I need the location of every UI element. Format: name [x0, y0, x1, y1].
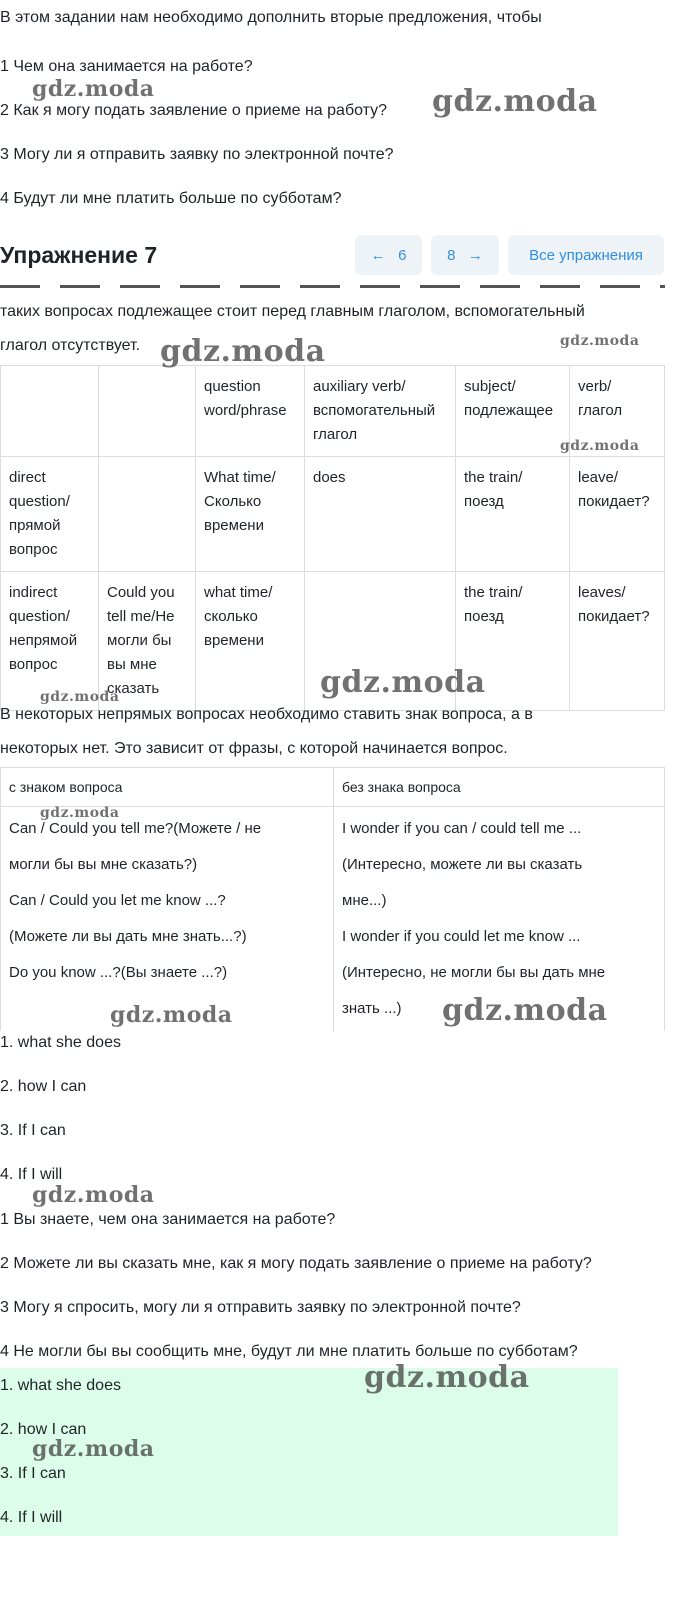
table-cell: direct question/ прямой вопрос — [1, 457, 99, 572]
translation-line: 4 Не могли бы вы сообщить мне, будут ли мне платить больше по субботам? — [0, 1343, 578, 1360]
prev-exercise-button[interactable] — [355, 235, 422, 275]
table-cell — [1, 807, 334, 1032]
question-line: 3 Могу ли я отправить заявку по электронной почте? — [0, 146, 394, 163]
watermark: gdz.moda — [560, 333, 640, 349]
watermark: gdz.moda — [110, 1002, 233, 1028]
translation-line: 3 Могу я спросить, могу ли я отправить заявку по электронной почте? — [0, 1299, 521, 1316]
rule-text-line: таких вопросах подлежащее стоит перед главным глаголом, вспомогательный — [0, 303, 585, 320]
watermark: gdz.moda — [364, 1360, 530, 1395]
final-answer-line: 3. If I can — [0, 1465, 66, 1482]
answer-line: 1. what she does — [0, 1034, 121, 1051]
table-cell: the train/ поезд — [456, 457, 570, 572]
table-cell: the train/ поезд — [456, 572, 570, 711]
question-line: 2 Как я могу подать заявление о приеме на работу? — [0, 102, 388, 119]
next-exercise-button[interactable] — [431, 235, 499, 275]
watermark: gdz.moda — [40, 805, 120, 821]
note-text-line: В некоторых непрямых вопросах необходимо ставить знак вопроса, а в — [0, 706, 533, 723]
arrow-right-icon: → — [467, 246, 483, 264]
table-cell: leaves/ покидает? — [570, 572, 665, 711]
arrow-left-icon: ← — [370, 246, 386, 264]
table-cell — [99, 366, 196, 457]
table-header-row — [1, 768, 665, 807]
intro-text: В этом задании нам необходимо дополнить вторые предложения, чтобы — [0, 9, 542, 26]
prev-exercise-label: 6 — [398, 246, 407, 264]
cell-line: I wonder if you can / could tell me ... — [342, 820, 582, 837]
final-answer-line: 4. If I will — [0, 1509, 63, 1526]
table-cell: без знака вопроса — [334, 768, 665, 807]
table-cell: what time/ сколько времени — [196, 572, 305, 711]
translation-line: 1 Вы знаете, чем она занимается на работе? — [0, 1211, 336, 1228]
final-answer-line: 1. what she does — [0, 1377, 121, 1394]
watermark: gdz.moda — [32, 76, 155, 102]
table-cell: indirect question/ непрямой вопрос — [1, 572, 99, 711]
table-cell — [99, 457, 196, 572]
cell-line: (Интересно, можете ли вы сказать — [342, 856, 583, 873]
cell-line: (Интересно, не могли бы вы дать мне — [342, 964, 606, 981]
cell-line: знать ...) — [342, 1000, 402, 1017]
cell-line: Do you know ...?(Вы знаете ...?) — [9, 964, 228, 981]
table-cell: auxiliary verb/ вспомогательный глагол — [305, 366, 456, 457]
table-cell: verb/ глагол — [570, 366, 665, 457]
next-exercise-label: 8 — [447, 246, 456, 264]
final-answer-line: 2. how I can — [0, 1421, 87, 1438]
watermark: gdz.moda — [40, 689, 120, 705]
cell-line: мне...) — [342, 892, 387, 909]
watermark: gdz.moda — [560, 438, 640, 454]
cell-line: I wonder if you could let me know ... — [342, 928, 581, 945]
cell-line: могли бы вы мне сказать?) — [9, 856, 198, 873]
cut-off-text-line — [0, 283, 665, 289]
watermark: gdz.moda — [432, 84, 598, 119]
translation-line: 2 Можете ли вы сказать мне, как я могу подать заявление о приеме на работу? — [0, 1255, 592, 1272]
cell-line: (Можете ли вы дать мне знать...?) — [9, 928, 247, 945]
table-cell: subject/ подлежащее — [456, 366, 570, 457]
table-cell: leave/ покидает? — [570, 457, 665, 572]
watermark: gdz.moda — [320, 665, 486, 700]
rule-text-line: глагол отсутствует. — [0, 337, 141, 354]
table-cell: question word/phrase — [196, 366, 305, 457]
note-text-line: некоторых нет. Это зависит от фразы, с которой начинается вопрос. — [0, 740, 508, 757]
cell-line: Can / Could you let me know ...? — [9, 892, 226, 909]
table-cell: does — [305, 457, 456, 572]
exercise-title: Упражнение 7 — [0, 242, 158, 268]
table-row — [1, 457, 665, 572]
all-exercises-button[interactable]: Все упражнения — [508, 235, 664, 275]
answer-line: 3. If I can — [0, 1122, 66, 1139]
watermark: gdz.moda — [160, 334, 326, 369]
answer-line: 2. how I can — [0, 1078, 87, 1095]
table-cell: Could you tell me/Не могли бы вы мне сказать — [99, 572, 196, 711]
question-line: 1 Чем она занимается на работе? — [0, 58, 253, 75]
table-cell: What time/ Сколько времени — [196, 457, 305, 572]
question-structure-table — [0, 365, 665, 711]
watermark: gdz.moda — [442, 993, 608, 1028]
table-cell — [1, 366, 99, 457]
answer-line: 4. If I will — [0, 1166, 63, 1183]
watermark: gdz.moda — [32, 1182, 155, 1208]
cut-off-text-line — [0, 42, 590, 48]
question-line: 4 Будут ли мне платить больше по субботам? — [0, 190, 342, 207]
cell-line: Can / Could you tell me?(Можете / не — [9, 820, 262, 837]
table-cell: с знаком вопроса — [1, 768, 334, 807]
watermark: gdz.moda — [32, 1436, 155, 1462]
